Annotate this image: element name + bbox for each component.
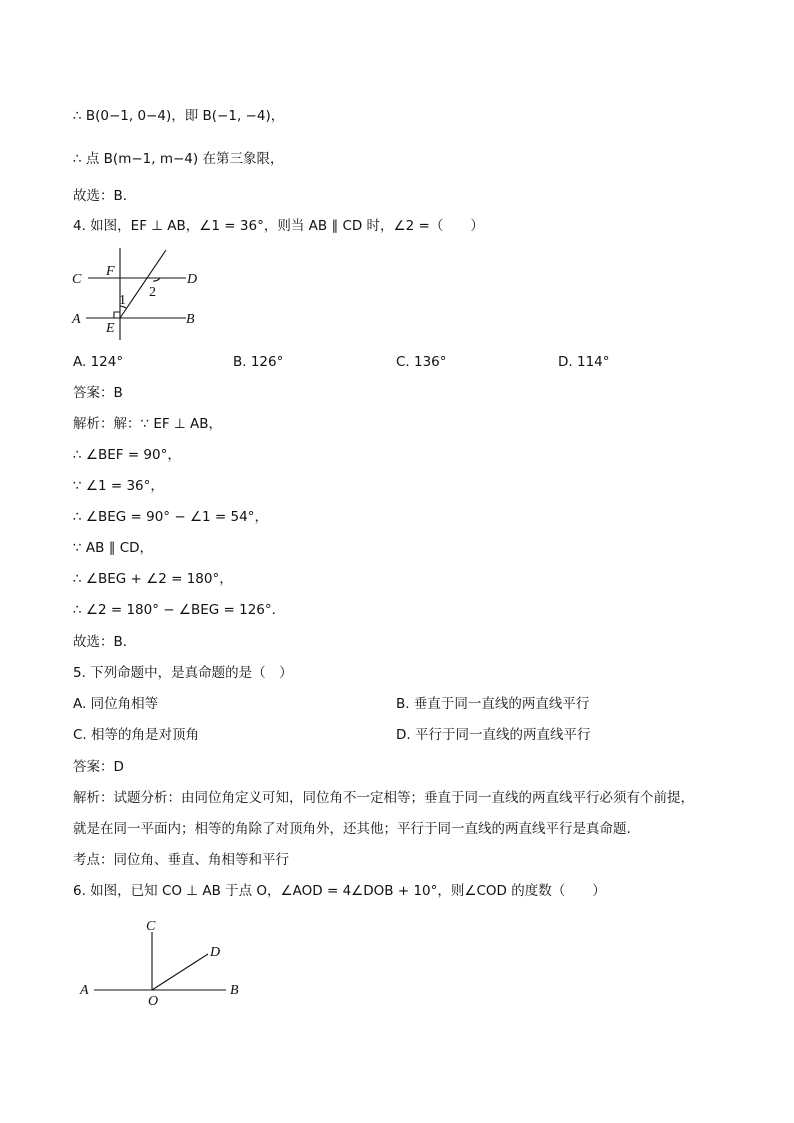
- q5-analysis-1: 解析：试题分析：由同位角定义可知，同位角不一定相等；垂直于同一直线的两直线平行必须有个前提，: [73, 790, 694, 806]
- label-angle-2: 2: [149, 285, 156, 300]
- label-e: E: [106, 321, 115, 336]
- derivation-line-1: ∴ B(0−1, 0−4)，即 B(−1, −4)，: [73, 108, 285, 124]
- figure-6: [76, 914, 256, 1010]
- q4-solution-1: 解析：解：∵ EF ⊥ AB，: [73, 416, 223, 432]
- label-o: O: [148, 994, 159, 1009]
- label-b: B: [186, 312, 195, 327]
- label-angle-1: 1: [119, 293, 126, 308]
- figure-4: [66, 240, 206, 344]
- label-b: B: [230, 983, 239, 998]
- q4-solution-6: ∴ ∠BEG + ∠2 = 180°，: [73, 571, 233, 587]
- q4-solution-4: ∴ ∠BEG = 90° − ∠1 = 54°，: [73, 509, 268, 525]
- q5-option-c[interactable]: C. 相等的角是对顶角: [73, 727, 200, 743]
- question-5: 5. 下列命题中，是真命题的是（ ）: [73, 665, 293, 681]
- ray-od: [152, 954, 208, 990]
- q4-option-d[interactable]: D. 114°: [558, 354, 610, 370]
- label-d: D: [210, 945, 221, 960]
- q4-solution-8: 故选：B．: [73, 634, 137, 650]
- q4-solution-5: ∵ AB ∥ CD，: [73, 540, 154, 556]
- label-a: A: [72, 312, 81, 327]
- choice-line-1: 故选：B．: [73, 188, 137, 204]
- q5-option-b[interactable]: B. 垂直于同一直线的两直线平行: [396, 696, 590, 712]
- question-6: 6. 如图，已知 CO ⊥ AB 于点 O，∠AOD = 4∠DOB + 10°，则∠COD 的度数（ ）: [73, 883, 606, 899]
- q5-knowledge-point: 考点：同位角、垂直、角相等和平行: [73, 852, 289, 868]
- q5-option-d[interactable]: D. 平行于同一直线的两直线平行: [396, 727, 591, 743]
- q4-solution-3: ∵ ∠1 = 36°，: [73, 478, 164, 494]
- q5-answer: 答案：D: [73, 759, 124, 775]
- q4-solution-7: ∴ ∠2 = 180° − ∠BEG = 126°．: [73, 602, 286, 618]
- derivation-line-2: ∴ 点 B(m−1, m−4) 在第三象限，: [73, 151, 284, 167]
- label-c: C: [72, 272, 82, 287]
- q5-analysis-2: 就是在同一平面内；相等的角除了对顶角外，还其他；平行于同一直线的两直线平行是真命题.: [73, 821, 631, 837]
- question-4: 4. 如图，EF ⊥ AB，∠1 = 36°，则当 AB ∥ CD 时，∠2 =（ ）: [73, 218, 484, 234]
- label-d: D: [187, 272, 198, 287]
- q5-option-a[interactable]: A. 同位角相等: [73, 696, 159, 712]
- q4-option-a[interactable]: A. 124°: [73, 354, 124, 370]
- label-f: F: [106, 264, 115, 279]
- q4-option-c[interactable]: C. 136°: [396, 354, 447, 370]
- label-c: C: [146, 919, 156, 934]
- q4-option-b[interactable]: B. 126°: [233, 354, 284, 370]
- right-angle-mark: [114, 312, 120, 318]
- label-a: A: [80, 983, 89, 998]
- transversal-line: [120, 250, 166, 318]
- q4-solution-2: ∴ ∠BEF = 90°，: [73, 447, 181, 463]
- q4-answer: 答案：B: [73, 385, 123, 401]
